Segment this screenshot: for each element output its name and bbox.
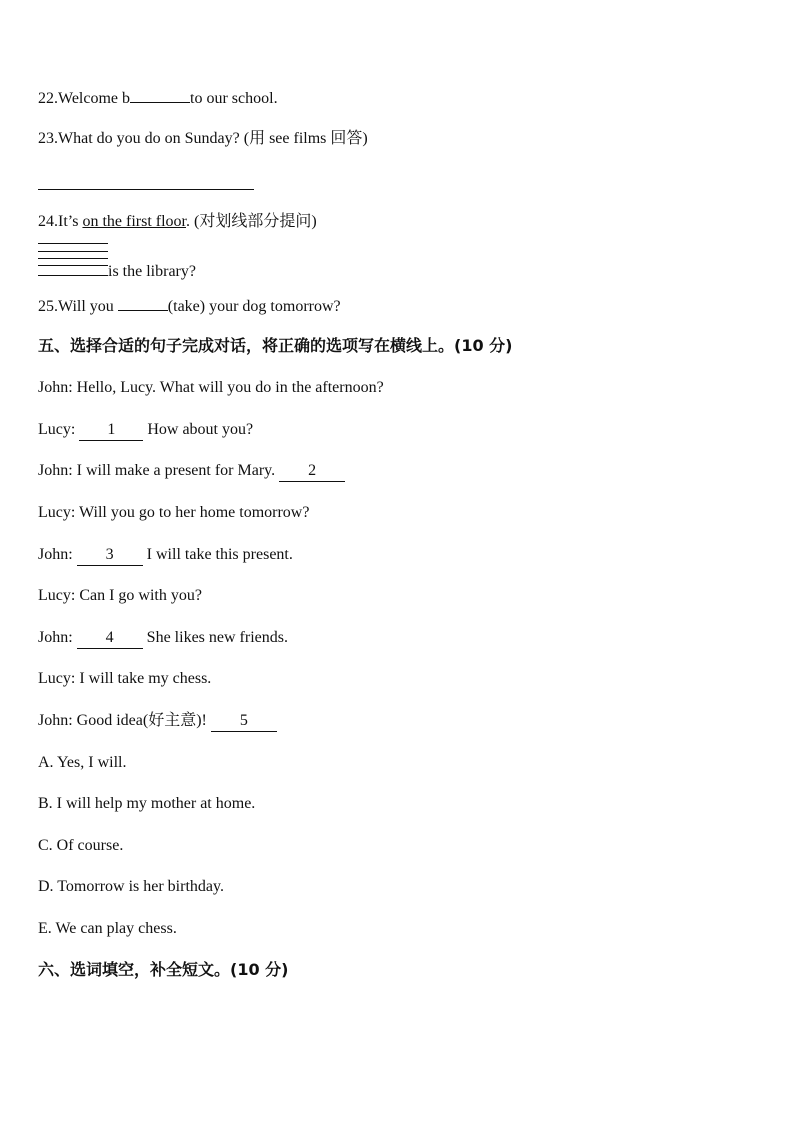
- q23-answer-line[interactable]: [38, 189, 254, 190]
- dialogue-text: Lucy: Will you go to her home tomorrow?: [38, 504, 310, 521]
- dialogue-line: [38, 503, 309, 523]
- dialogue-blank-4[interactable]: 4: [77, 628, 143, 649]
- dialogue-text: She likes new friends.: [142, 629, 288, 646]
- option-e: E. We can play chess.: [38, 920, 177, 937]
- q24-line2: is the library?: [108, 263, 196, 280]
- option-a: A. Yes, I will.: [38, 754, 127, 771]
- question-24: [38, 212, 317, 232]
- q24-prefix: 24.It’s: [38, 213, 83, 230]
- dialogue-blank-3[interactable]: 3: [77, 545, 143, 566]
- dialogue-line: [38, 628, 288, 649]
- q24-answer-blank[interactable]: [38, 275, 108, 276]
- dialogue-text: John: I will make a present for Mary.: [38, 462, 280, 479]
- section-5-title: 五、选择合适的句子完成对话，将正确的选项写在横线上。(10 分): [38, 336, 513, 355]
- q24-rule-2: [38, 251, 108, 252]
- dialogue-line: [38, 711, 277, 732]
- dialogue-text: Lucy: Can I go with you?: [38, 587, 202, 604]
- dialogue-line: [38, 545, 293, 566]
- dialogue-text: I will take this present.: [142, 546, 293, 563]
- dialogue-text: Lucy: I will take my chess.: [38, 670, 212, 687]
- question-22: [38, 87, 278, 109]
- q24-underlined: on the first floor: [82, 213, 186, 230]
- dialogue-line: [38, 461, 345, 482]
- option-b: B. I will help my mother at home.: [38, 795, 256, 812]
- q25-prefix: 25.Will you: [38, 298, 118, 315]
- dialogue-blank-2[interactable]: 2: [279, 461, 345, 482]
- dialogue-line: [38, 586, 202, 606]
- dialogue-line: [38, 420, 253, 441]
- dialogue-text: John:: [38, 546, 77, 563]
- dialogue-line: [38, 669, 211, 689]
- dialogue-text: John: Good idea(好主意)!: [38, 712, 211, 729]
- q25-suffix: (take) your dog tomorrow?: [167, 298, 341, 315]
- dialogue-text: Lucy:: [38, 421, 80, 438]
- dialogue-line: [38, 378, 384, 398]
- dialogue-text: How about you?: [143, 421, 254, 438]
- option-c: C. Of course.: [38, 837, 124, 854]
- q24-rule-3: [38, 258, 108, 259]
- dialogue-blank-5[interactable]: 5: [211, 711, 277, 732]
- q24-rule-4: [38, 265, 108, 266]
- section-6-title: 六、选词填空，补全短文。(10 分): [38, 960, 289, 979]
- q22-blank[interactable]: [130, 87, 190, 103]
- q22-prefix: 22.Welcome b: [38, 90, 131, 107]
- dialogue-text: John:: [38, 629, 77, 646]
- dialogue-blank-1[interactable]: 1: [79, 420, 143, 441]
- question-25: [38, 295, 341, 317]
- question-23: 23.What do you do on Sunday? (用 see films 回答): [38, 130, 368, 147]
- q22-suffix: to our school.: [190, 90, 278, 107]
- q25-blank[interactable]: [118, 295, 168, 311]
- q24-rule-1: [38, 243, 108, 244]
- q24-suffix: . (对划线部分提问): [186, 213, 317, 230]
- option-d: D. Tomorrow is her birthday.: [38, 878, 224, 895]
- dialogue-text: John: Hello, Lucy. What will you do in the afternoon?: [38, 379, 384, 396]
